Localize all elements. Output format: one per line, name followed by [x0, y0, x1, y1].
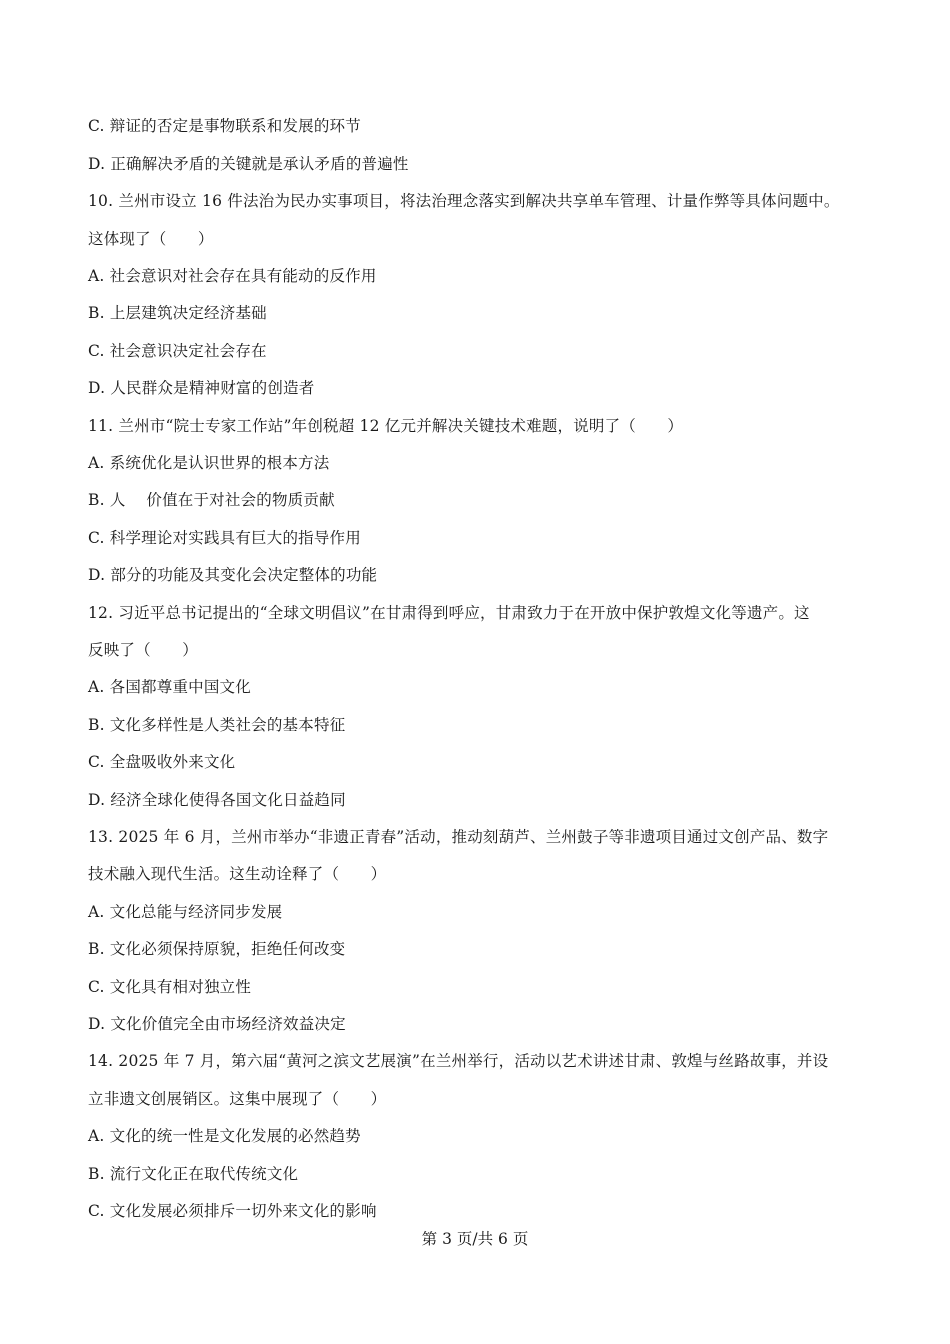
- q12-option-b: B. 文化多样性是人类社会的基本特征: [88, 716, 346, 734]
- q10-option-a: A. 社会意识对社会存在具有能动的反作用: [88, 267, 377, 285]
- q10-stem-line2: 这体现了（ ）: [88, 230, 214, 248]
- q13-option-b: B. 文化必须保持原貌，拒绝任何改变: [88, 940, 346, 958]
- q14-stem-line1: 14. 2025 年 7 月，第六届“黄河之滨文艺展演”在兰州举行，活动以艺术讲述甘肃、敦煌与丝路故事，并设: [88, 1052, 829, 1070]
- q13-option-d: D. 文化价值完全由市场经济效益决定: [88, 1015, 346, 1033]
- q10-option-b: B. 上层建筑决定经济基础: [88, 304, 267, 322]
- q10-option-c: C. 社会意识决定社会存在: [88, 342, 267, 360]
- q14-option-c: C. 文化发展必须排斥一切外来文化的影响: [88, 1202, 377, 1220]
- q14-option-b: B. 流行文化正在取代传统文化: [88, 1165, 299, 1183]
- q12-stem-line2: 反映了（ ）: [88, 641, 198, 659]
- q11-stem-line1: 11. 兰州市“院士专家工作站”年创税超 12 亿元并解决关键技术难题，说明了（ ）: [88, 417, 684, 435]
- q13-stem-line1: 13. 2025 年 6 月，兰州市举办“非遗正青春”活动，推动刻葫芦、兰州鼓子等非遗项目通过文创产品、数字: [88, 828, 829, 846]
- q13-stem-line2: 技术融入现代生活。这生动诠释了（ ）: [88, 865, 387, 883]
- q12-stem-line1: 12. 习近平总书记提出的“全球文明倡议”在甘肃得到呼应，甘肃致力于在开放中保护敦煌文化等遗产。这: [88, 604, 810, 622]
- q14-stem-line2: 立非遗文创展销区。这集中展现了（ ）: [88, 1090, 387, 1108]
- q14-option-a: A. 文化的统一性是文化发展的必然趋势: [88, 1127, 361, 1145]
- q11-option-a: A. 系统优化是认识世界的根本方法: [88, 454, 330, 472]
- q11-option-d: D. 部分的功能及其变化会决定整体的功能: [88, 566, 378, 584]
- q9-option-c: C. 辩证的否定是事物联系和发展的环节: [88, 117, 361, 135]
- q11-option-c: C. 科学理论对实践具有巨大的指导作用: [88, 529, 361, 547]
- q11-option-b: B. 人 价值在于对社会的物质贡献: [88, 491, 335, 509]
- q12-option-a: A. 各国都尊重中国文化: [88, 678, 251, 696]
- q10-stem-line1: 10. 兰州市设立 16 件法治为民办实事项目，将法治理念落实到解决共享单车管理、计量作弊等具体问题中。: [88, 192, 840, 210]
- q10-option-d: D. 人民群众是精神财富的创造者: [88, 379, 315, 397]
- q12-option-d: D. 经济全球化使得各国文化日益趋同: [88, 791, 346, 809]
- page-number-footer: 第 3 页/共 6 页: [421, 1230, 529, 1248]
- q13-option-a: A. 文化总能与经济同步发展: [88, 903, 283, 921]
- q12-option-c: C. 全盘吸收外来文化: [88, 753, 236, 771]
- q9-option-d: D. 正确解决矛盾的关键就是承认矛盾的普遍性: [88, 155, 409, 173]
- q13-option-c: C. 文化具有相对独立性: [88, 978, 252, 996]
